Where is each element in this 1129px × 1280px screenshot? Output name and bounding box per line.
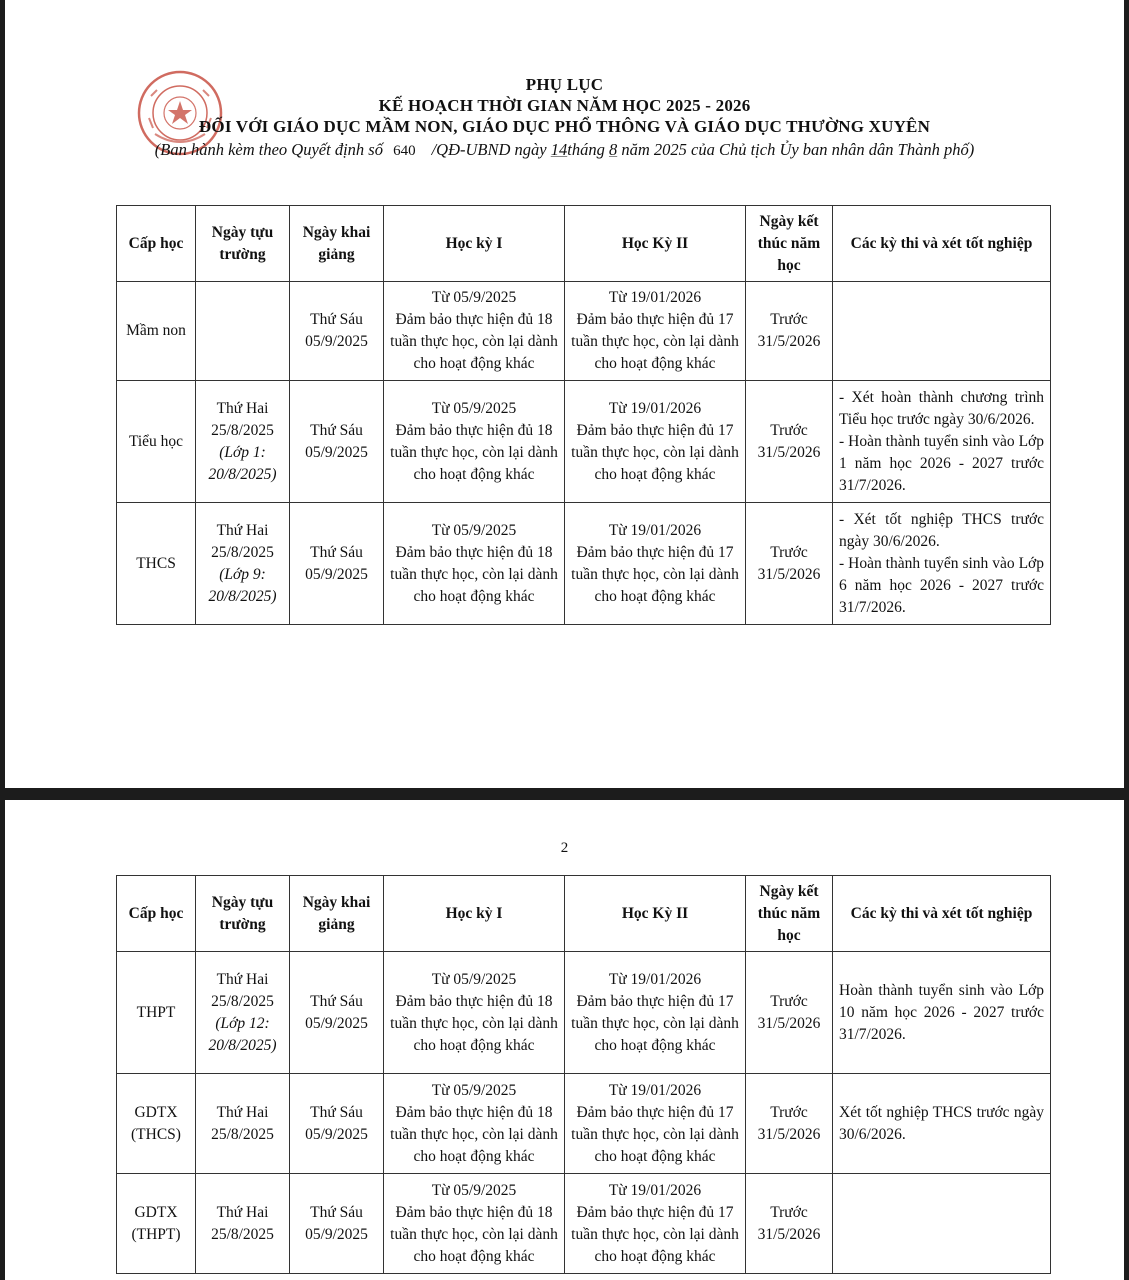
table-header-row: [117, 876, 1051, 952]
decision-number: 640: [393, 143, 416, 159]
appendix-title: PHỤ LỤC: [525, 75, 604, 94]
cell-opening: Thứ Sáu 05/9/2025: [290, 381, 384, 503]
cell-level: THCS: [117, 503, 196, 625]
schedule-table-page-1: [116, 205, 1051, 625]
decision-month: 8: [608, 140, 618, 159]
cell-level: THPT: [117, 952, 196, 1074]
table-row: [117, 1174, 1051, 1274]
cell-semester-2: Từ 19/01/2026 Đảm bảo thực hiện đủ 17 tuần thực học, còn lại dành cho hoạt động khác: [565, 381, 746, 503]
cell-opening: Thứ Sáu 05/9/2025: [290, 952, 384, 1074]
decision-day: 14: [550, 140, 568, 159]
cell-year-end: Trước 31/5/2026: [746, 1174, 833, 1274]
cell-semester-1: Từ 05/9/2025 Đảm bảo thực hiện đủ 18 tuần thực học, còn lại dành cho hoạt động khác: [384, 381, 565, 503]
cell-semester-2: Từ 19/01/2026 Đảm bảo thực hiện đủ 17 tuần thực học, còn lại dành cho hoạt động khác: [565, 1174, 746, 1274]
col-header-semester-2: Học Kỳ II: [565, 206, 746, 282]
cell-arrival: Thứ Hai 25/8/2025 (Lớp 12: 20/8/2025): [196, 952, 290, 1074]
cell-opening: Thứ Sáu 05/9/2025: [290, 282, 384, 381]
cell-arrival: Thứ Hai 25/8/2025: [196, 1174, 290, 1274]
cell-arrival: Thứ Hai 25/8/2025 (Lớp 1: 20/8/2025): [196, 381, 290, 503]
table-header-row: [117, 206, 1051, 282]
cell-year-end: Trước 31/5/2026: [746, 1074, 833, 1174]
schedule-table-page-2: [116, 875, 1051, 1274]
cell-exams: - Xét hoàn thành chương trình Tiểu học trước ngày 30/6/2026. - Hoàn thành tuyển sinh vào Lớp 1 năm học 2026 - 2027 trước 31/7/2026.: [833, 381, 1051, 503]
cell-arrival: Thứ Hai 25/8/2025: [196, 1074, 290, 1174]
cell-exams: [833, 282, 1051, 381]
col-header-semester-2: Học Kỳ II: [565, 876, 746, 952]
cell-level: GDTX (THCS): [117, 1074, 196, 1174]
cell-semester-1: Từ 05/9/2025 Đảm bảo thực hiện đủ 18 tuần thực học, còn lại dành cho hoạt động khác: [384, 1074, 565, 1174]
col-header-arrival: Ngày tựu trường: [196, 206, 290, 282]
plan-title: KẾ HOẠCH THỜI GIAN NĂM HỌC 2025 - 2026: [378, 96, 751, 115]
table-row: [117, 282, 1051, 381]
table-row: [117, 952, 1051, 1074]
document-page-1: [5, 0, 1124, 788]
col-header-semester-1: Học kỳ I: [384, 876, 565, 952]
cell-semester-2: Từ 19/01/2026 Đảm bảo thực hiện đủ 17 tuần thực học, còn lại dành cho hoạt động khác: [565, 503, 746, 625]
cell-level: Mầm non: [117, 282, 196, 381]
cell-arrival: Thứ Hai 25/8/2025 (Lớp 9: 20/8/2025): [196, 503, 290, 625]
table-row: [117, 1074, 1051, 1174]
cell-semester-2: Từ 19/01/2026 Đảm bảo thực hiện đủ 17 tuần thực học, còn lại dành cho hoạt động khác: [565, 282, 746, 381]
cell-exams: Hoàn thành tuyển sinh vào Lớp 10 năm học 2026 - 2027 trước 31/7/2026.: [833, 952, 1051, 1074]
cell-year-end: Trước 31/5/2026: [746, 952, 833, 1074]
cell-opening: Thứ Sáu 05/9/2025: [290, 1174, 384, 1274]
cell-semester-2: Từ 19/01/2026 Đảm bảo thực hiện đủ 17 tuần thực học, còn lại dành cho hoạt động khác: [565, 1074, 746, 1174]
col-header-year-end: Ngày kết thúc năm học: [746, 876, 833, 952]
document-page-2: [5, 800, 1124, 1280]
cell-year-end: Trước 31/5/2026: [746, 503, 833, 625]
col-header-year-end: Ngày kết thúc năm học: [746, 206, 833, 282]
table-row: [117, 503, 1051, 625]
cell-semester-1: Từ 05/9/2025 Đảm bảo thực hiện đủ 18 tuần thực học, còn lại dành cho hoạt động khác: [384, 503, 565, 625]
col-header-exams: Các kỳ thi và xét tốt nghiệp: [833, 876, 1051, 952]
page-number: 2: [560, 840, 569, 856]
cell-semester-1: Từ 05/9/2025 Đảm bảo thực hiện đủ 18 tuần thực học, còn lại dành cho hoạt động khác: [384, 1174, 565, 1274]
cell-semester-1: Từ 05/9/2025 Đảm bảo thực hiện đủ 18 tuần thực học, còn lại dành cho hoạt động khác: [384, 282, 565, 381]
cell-exams: [833, 1174, 1051, 1274]
cell-semester-2: Từ 19/01/2026 Đảm bảo thực hiện đủ 17 tuần thực học, còn lại dành cho hoạt động khác: [565, 952, 746, 1074]
cell-arrival: [196, 282, 290, 381]
cell-year-end: Trước 31/5/2026: [746, 282, 833, 381]
cell-opening: Thứ Sáu 05/9/2025: [290, 1074, 384, 1174]
cell-exams: Xét tốt nghiệp THCS trước ngày 30/6/2026.: [833, 1074, 1051, 1174]
col-header-level: Cấp học: [117, 876, 196, 952]
cell-opening: Thứ Sáu 05/9/2025: [290, 503, 384, 625]
cell-year-end: Trước 31/5/2026: [746, 381, 833, 503]
decision-reference: (Ban hành kèm theo Quyết định số 640 /QĐ-UBND ngày 14tháng 8 năm 2025 của Chủ tịch Ủy ban nhân dân Thành phố): [154, 140, 975, 159]
cell-level: Tiểu học: [117, 381, 196, 503]
cell-exams: - Xét tốt nghiệp THCS trước ngày 30/6/2026. - Hoàn thành tuyển sinh vào Lớp 6 năm học 2026 - 2027 trước 31/7/2026.: [833, 503, 1051, 625]
col-header-opening: Ngày khai giảng: [290, 876, 384, 952]
col-header-arrival: Ngày tựu trường: [196, 876, 290, 952]
table-row: [117, 381, 1051, 503]
scope-title: ĐỐI VỚI GIÁO DỤC MẦM NON, GIÁO DỤC PHỔ THÔNG VÀ GIÁO DỤC THƯỜNG XUYÊN: [198, 117, 931, 136]
document-header: [5, 74, 1124, 162]
cell-semester-1: Từ 05/9/2025 Đảm bảo thực hiện đủ 18 tuần thực học, còn lại dành cho hoạt động khác: [384, 952, 565, 1074]
col-header-level: Cấp học: [117, 206, 196, 282]
col-header-opening: Ngày khai giảng: [290, 206, 384, 282]
cell-level: GDTX (THPT): [117, 1174, 196, 1274]
col-header-semester-1: Học kỳ I: [384, 206, 565, 282]
col-header-exams: Các kỳ thi và xét tốt nghiệp: [833, 206, 1051, 282]
